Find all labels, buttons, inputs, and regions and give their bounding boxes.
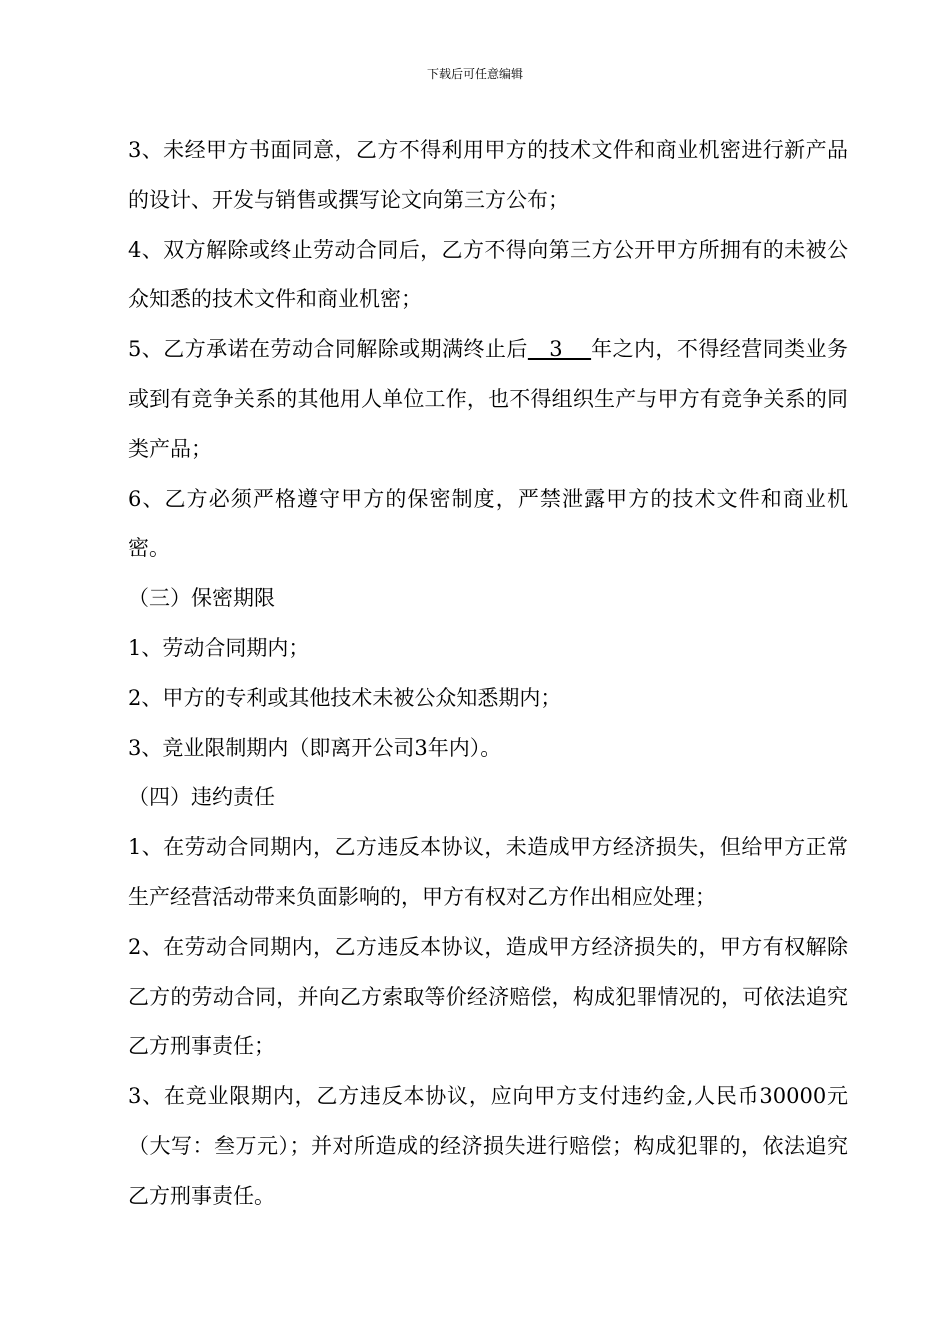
clause-6-paragraph: 6、乙方必须严格遵守甲方的保密制度，严禁泄露甲方的技术文件和商业机密。 [128,486,848,561]
document-body [128,126,848,1222]
clause-3-paragraph: 3、未经甲方书面同意，乙方不得利用甲方的技术文件和商业机密进行新产品的设计、开发与销售或撰写论文向第三方公布； [128,138,848,212]
period-item-2: 2、甲方的专利或其他技术未被公众知悉期内； [128,685,562,710]
liability-item-1: 1、在劳动合同期内，乙方违反本协议，未造成甲方经济损失，但给甲方正常生产经营活动带来负面影响的，甲方有权对乙方作出相应处理； [128,835,848,909]
clause-5-paragraph [128,325,848,474]
section-heading-confidentiality-period: （三）保密期限 [128,586,275,611]
page-header-note: 下载后可任意编辑 [426,67,523,81]
years-fill-blank: 3 [527,337,592,362]
liability-item-3: 3、在竞业限期内，乙方违反本协议，应向甲方支付违约金,人民币30000元（大写：叁万元）；并对所造成的经济损失进行赔偿；构成犯罪的，依法追究乙方刑事责任。 [128,1084,848,1208]
section-heading-breach-liability: （四）违约责任 [128,785,275,810]
clause-5-text-before: 5、乙方承诺在劳动合同解除或期满终止后 [128,337,528,362]
clause-5-text-after: 年之内，不得经营同类业务或到有竞争关系的其他用人单位工作，也不得组织生产与甲方有竞争关系的同类产品； [128,337,848,461]
period-item-1: 1、劳动合同期内； [128,635,310,660]
period-item-3: 3、竞业限制期内（即离开公司3年内）。 [128,735,502,760]
liability-item-2: 2、在劳动合同期内，乙方违反本协议，造成甲方经济损失的，甲方有权解除乙方的劳动合同，并向乙方索取等价经济赔偿，构成犯罪情况的，可依法追究乙方刑事责任； [128,934,848,1059]
clause-4-paragraph: 4、双方解除或终止劳动合同后，乙方不得向第三方公开甲方所拥有的未被公众知悉的技术文件和商业机密； [128,237,848,312]
